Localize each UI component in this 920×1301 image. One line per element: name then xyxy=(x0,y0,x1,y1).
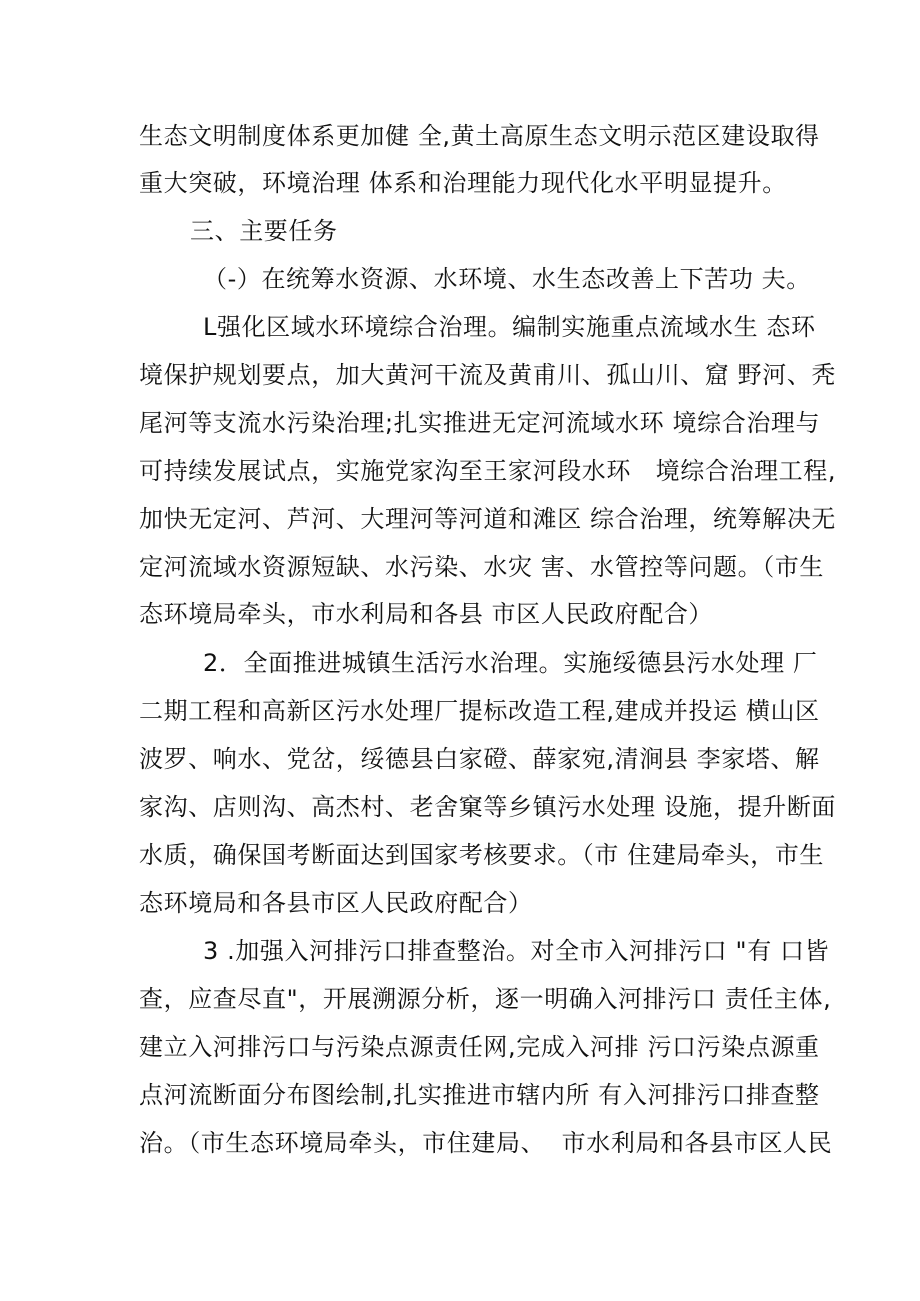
text-line: 3 .加强入河排污口排查整治。对全市入河排污口 "有 口皆 xyxy=(203,937,830,965)
text-line: 查，应查尽直"，开展溯源分析，逐一明确入河排污口 责任主体, xyxy=(139,985,832,1013)
text-line: 尾河等支流水污染治理;扎实推进无定河流域水环 境综合治理与 xyxy=(139,409,821,437)
text-line: 加快无定河、芦河、大理河等河道和滩区 综合治理，统筹解决无 xyxy=(139,505,837,533)
text-line: L强化区域水环境综合治理。编制实施重点流域水生 态环 xyxy=(203,313,816,341)
text-line: 治。（市生态环境局牵头，市住建局、 市水利局和各县市区人民 xyxy=(139,1129,833,1157)
text-line: 可持续发展试点，实施党家沟至王家河段水环 境综合治理工程, xyxy=(139,457,837,485)
text-line: 二期工程和高新区污水处理厂提标改造工程,建成并投运 横山区 xyxy=(139,697,820,725)
text-line: 2．全面推进城镇生活污水治理。实施绥德县污水处理 厂 xyxy=(203,649,818,677)
text-line: 点河流断面分布图绘制,扎实推进市辖内所 有入河排污口排查整 xyxy=(139,1081,820,1109)
text-line: 态环境局和各县市区人民政府配合） xyxy=(139,889,533,917)
text-line: 定河流域水资源短缺、水污染、水灾 害、水管控等问题。（市生 xyxy=(139,553,825,581)
text-line: 态环境局牵头，市水利局和各县 市区人民政府配合） xyxy=(139,600,714,628)
section-heading: 三、主要任务 xyxy=(190,217,338,245)
subsection-heading: （-）在统筹水资源、水环境、水生态改善上下苦功 夫。 xyxy=(203,265,811,293)
text-line: 建立入河排污口与污染点源责任网,完成入河排 污口污染点源重 xyxy=(139,1033,820,1061)
text-line: 波罗、响水、党岔，绥德县白家磴、薛家宛,清涧县 李家塔、解 xyxy=(139,745,820,773)
text-line: 境保护规划要点，加大黄河干流及黄甫川、孤山川、窟 野河、秃 xyxy=(139,361,837,389)
text-line: 家沟、店则沟、高杰村、老舍窠等乡镇污水处理 设施，提升断面 xyxy=(139,793,837,821)
text-line: 水质，确保国考断面达到国家考核要求。（市 住建局牵头，市生 xyxy=(139,841,825,869)
text-line: 生态文明制度体系更加健 全,黄土高原生态文明示范区建设取得 xyxy=(139,122,820,150)
text-line: 重大突破，环境治理 体系和治理能力现代化水平明显提升。 xyxy=(139,169,787,197)
